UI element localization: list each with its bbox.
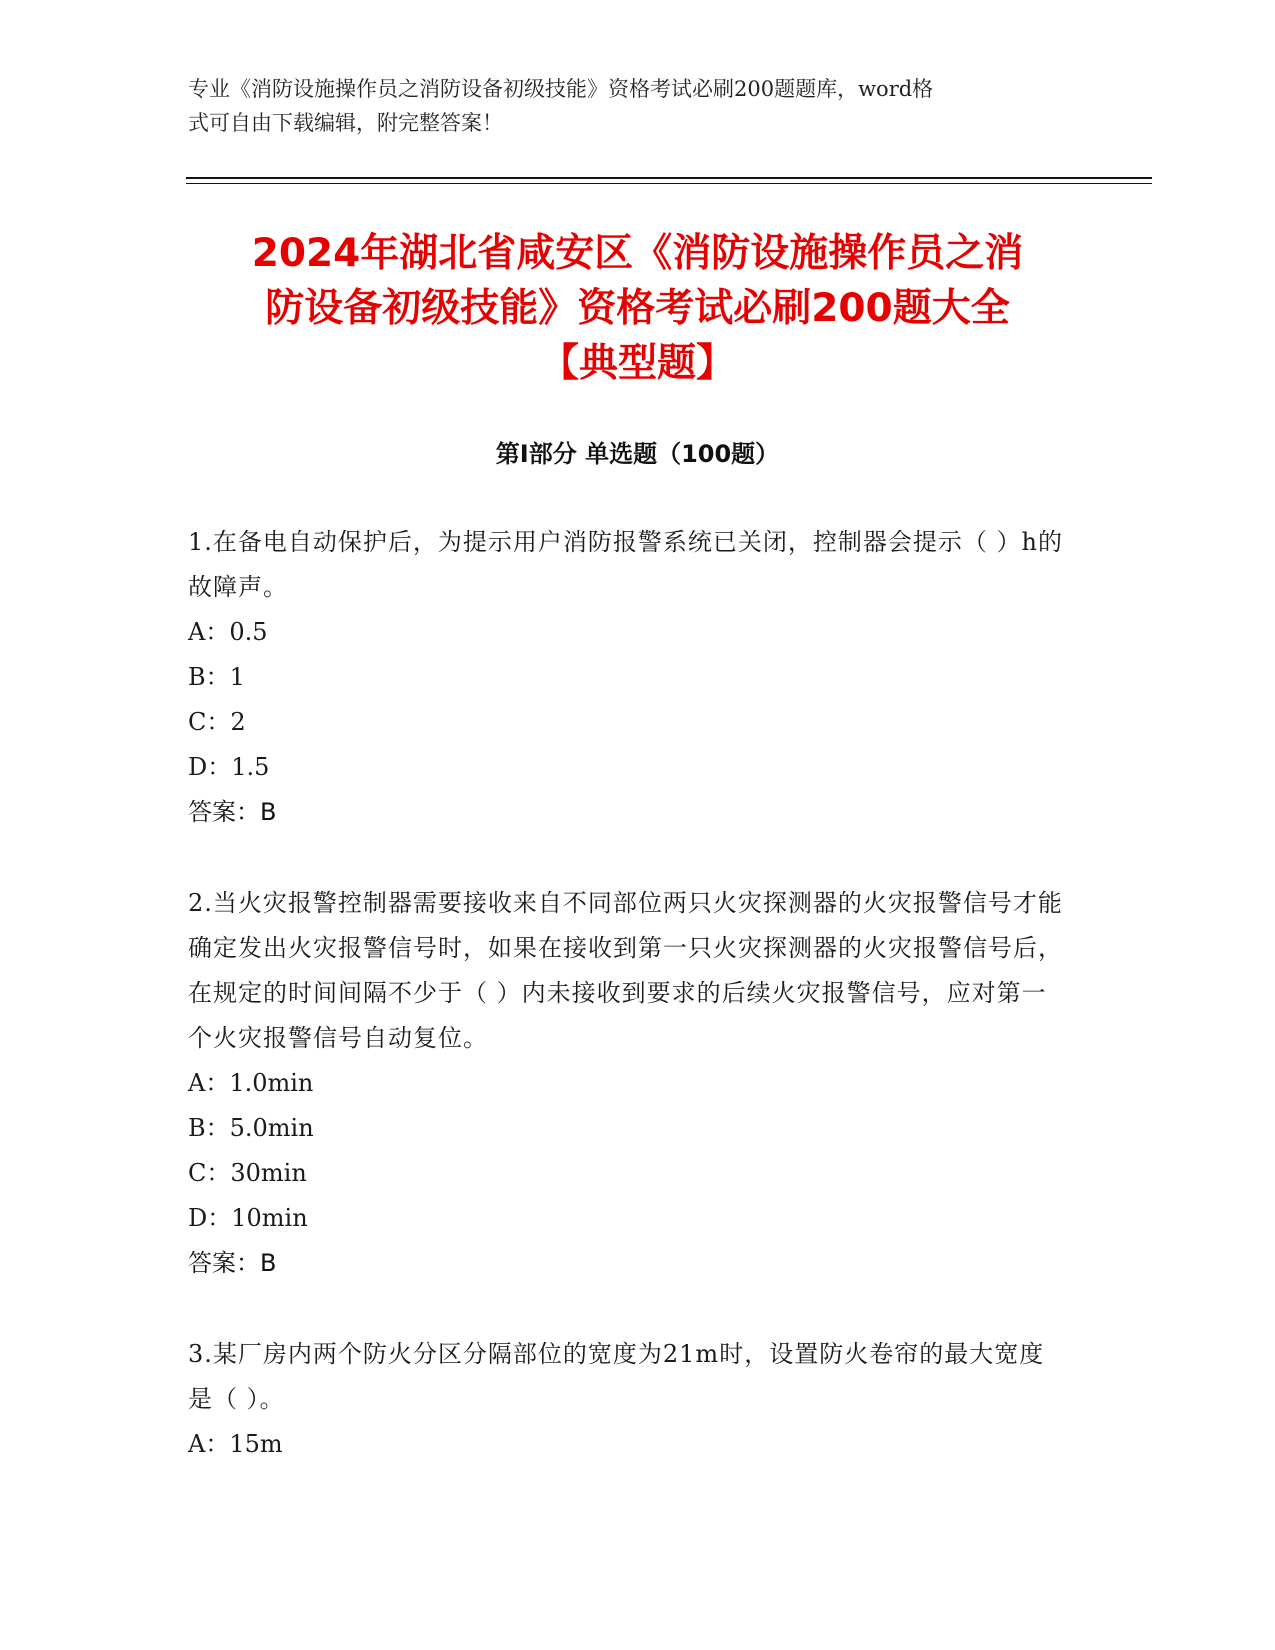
question-3 [188,1332,1068,1467]
question-stem: 3.某厂房内两个防火分区分隔部位的宽度为21m时，设置防火卷帘的最大宽度是（ ）。 [188,1340,1045,1413]
question-stem: 2.当火灾报警控制器需要接收来自不同部位两只火灾探测器的火灾报警信号才能确定发出火灾报警信号时，如果在接收到第一只火灾探测器的火灾报警信号后，在规定的时间间隔不少于（ ）内未接收到要求的后续火灾报警信号，应对第一个火灾报警信号自动复位。 [188,889,1063,1052]
answer: 答案：B [188,1249,277,1277]
header-note-line-1: 专业《消防设施操作员之消防设备初级技能》资格考试必刷200题题库，word格 [188,77,934,101]
option-d: D：1.5 [188,753,270,781]
answer: 答案：B [188,798,277,826]
question-stem: 1.在备电自动保护后，为提示用户消防报警系统已关闭，控制器会提示（ ）h的故障声。 [188,528,1063,601]
option-b: B：1 [188,663,245,691]
option-c: C：2 [188,708,246,736]
header-note-line-2: 式可自由下载编辑，附完整答案！ [188,111,503,135]
question-1 [188,520,1068,835]
document-title-line-1: 2024年湖北省咸安区《消防设施操作员之消 [251,231,1024,276]
option-a: A：0.5 [188,618,268,646]
option-a: A：1.0min [188,1069,314,1097]
option-b: B：5.0min [188,1114,314,1142]
option-d: D：10min [188,1204,308,1232]
question-2 [188,881,1068,1286]
document-title-line-3: 【典型题】 [539,341,735,386]
header-divider-thick [186,177,1152,179]
option-c: C：30min [188,1159,307,1187]
section-heading: 第I部分 单选题（100题） [495,440,780,468]
document-title-line-2: 防设备初级技能》资格考试必刷200题大全 [265,286,1010,331]
option-a: A：15m [188,1430,283,1458]
header-divider-thin [186,183,1152,184]
document-title [160,226,1115,391]
header-note [188,72,1088,140]
question-list [188,520,1068,1513]
